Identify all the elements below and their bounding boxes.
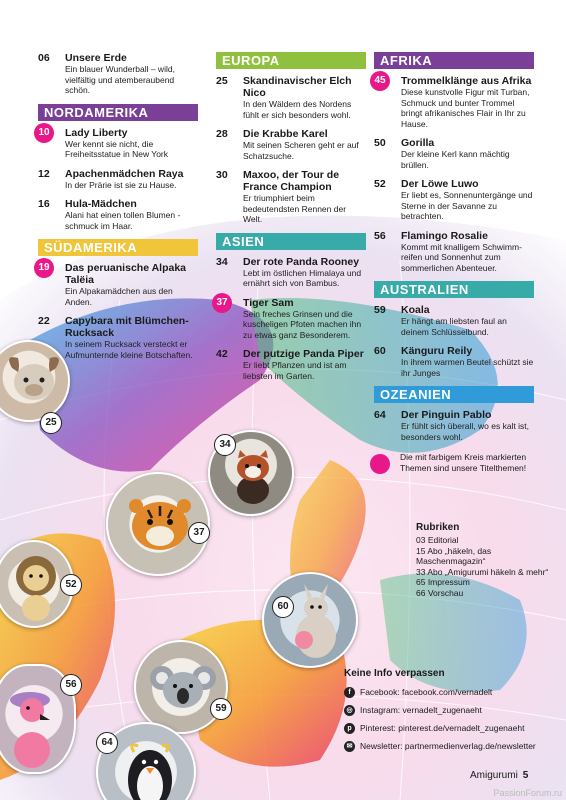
entry-description: Er hängt am liebsten faul an deinem Schlüsselbund. bbox=[401, 316, 507, 337]
entry-title: Hula-Mädchen bbox=[65, 198, 137, 210]
entry-title: Känguru Reily bbox=[401, 345, 473, 357]
toc-entry[interactable] bbox=[38, 168, 198, 191]
page-number: 52 bbox=[374, 178, 386, 190]
toc-entry[interactable] bbox=[38, 52, 198, 96]
entry-title: Der rote Panda Rooney bbox=[243, 255, 360, 268]
entry-description: Diese kunstvolle Figur mit Turban, Schmuck und bunter Trommel bringt afrikanisches Flair in Ihr zu Hause. bbox=[401, 87, 530, 129]
entry-title: Gorilla bbox=[401, 137, 435, 149]
social-section bbox=[344, 668, 554, 759]
toc-entry[interactable] bbox=[374, 409, 534, 442]
entry-description: Der kleine Kerl kann mächtig brüllen. bbox=[401, 149, 510, 170]
social-link[interactable] bbox=[344, 705, 554, 715]
toc-entry[interactable] bbox=[374, 178, 534, 222]
entry-description: Er liebt Pflanzen und ist am liebsten im Garten. bbox=[243, 360, 347, 381]
toc-entry[interactable] bbox=[216, 297, 366, 341]
page-number: 34 bbox=[216, 255, 228, 268]
rubriken-item[interactable]: 65 Impressum bbox=[416, 577, 470, 587]
entry-description: In seinem Rucksack versteckt er Aufmunternde kleine Botschaften. bbox=[65, 339, 193, 360]
photo-lion bbox=[0, 540, 77, 628]
page-number: 16 bbox=[38, 198, 50, 210]
koala-figure-icon bbox=[136, 642, 228, 734]
rubriken-item[interactable]: 33 Abo „Amigurumi häkeln & mehr“ bbox=[416, 566, 549, 577]
page-badge: 59 bbox=[210, 698, 232, 720]
entry-description: Sein freches Grinsen und die kuscheligen Pfoten machen ihn zu etwas ganz Besonderem. bbox=[243, 308, 362, 340]
toc-entry[interactable] bbox=[38, 127, 198, 160]
entry-title: Skandinavischer Elch Nico bbox=[243, 75, 352, 99]
entry-description: Er triumphiert beim bedeutendsten Rennen der Welt. bbox=[243, 193, 347, 224]
social-link-text: Facebook: facebook.com/vernadelt bbox=[360, 687, 493, 697]
region-header: AFRIKA bbox=[374, 52, 534, 69]
region-header: OZEANIEN bbox=[374, 386, 534, 403]
page-number: 30 bbox=[216, 169, 228, 181]
page-number: 45 bbox=[370, 71, 390, 91]
page-number: 56 bbox=[374, 229, 386, 242]
entry-description: In der Prärie ist sie zu Hause. bbox=[65, 179, 177, 190]
toc-entry[interactable] bbox=[216, 169, 366, 225]
page-number: 22 bbox=[38, 315, 50, 327]
entry-title: Koala bbox=[401, 304, 430, 316]
region-header: EUROPA bbox=[216, 52, 366, 69]
page-number: 64 bbox=[374, 409, 386, 421]
photo-elk bbox=[0, 340, 70, 428]
magazine-name: Amigurumi bbox=[470, 770, 518, 781]
entry-description: Mit seinen Scheren geht er auf Schatzsuche. bbox=[243, 140, 359, 161]
photo-kangaroo bbox=[262, 572, 358, 668]
rubriken-section bbox=[416, 522, 556, 598]
toc-entry[interactable] bbox=[374, 75, 534, 129]
entry-title: Flamingo Rosalie bbox=[401, 229, 488, 242]
page-number: 25 bbox=[216, 75, 228, 87]
page-badge: 56 bbox=[60, 674, 82, 696]
photo-flamingo bbox=[0, 664, 76, 774]
page-badge: 64 bbox=[96, 732, 118, 754]
toc-entry[interactable] bbox=[216, 348, 366, 381]
entry-description: Er fühlt sich überall, wo es kalt ist, besonders wohl. bbox=[401, 421, 530, 442]
page-badge: 34 bbox=[214, 434, 236, 456]
entry-title: Der putzige Panda Piper bbox=[243, 348, 364, 360]
page-number: 60 bbox=[374, 345, 386, 357]
entry-description: Kommt mit knalligem Schwimm-reifen und Sonnenhut zum sommerlichen Abenteuer. bbox=[401, 241, 522, 273]
social-link-text: Instagram: vernadelt_zugenaeht bbox=[360, 705, 482, 715]
entry-title: Trommelklänge aus Afrika bbox=[401, 75, 532, 87]
entry-description: Lebt im östlichen Himalaya und ernährt sich von Bambus. bbox=[243, 267, 362, 288]
page-badge: 37 bbox=[188, 522, 210, 544]
page-number: 50 bbox=[374, 137, 386, 149]
entry-title: Der Pinguin Pablo bbox=[401, 409, 492, 421]
elk-figure-icon bbox=[0, 342, 70, 422]
social-link[interactable] bbox=[344, 723, 554, 733]
photo-tiger bbox=[106, 472, 210, 576]
column-3 bbox=[374, 52, 534, 450]
toc-entry[interactable] bbox=[216, 256, 366, 289]
highlight-circle-icon bbox=[370, 454, 390, 474]
toc-entry[interactable] bbox=[374, 137, 534, 170]
photo-penguin bbox=[96, 722, 196, 800]
page-badge: 60 bbox=[272, 596, 294, 618]
entry-title: Lady Liberty bbox=[65, 126, 128, 139]
page-number: 12 bbox=[38, 167, 50, 180]
region-header: ASIEN bbox=[216, 233, 366, 250]
pinterest-icon: p bbox=[344, 723, 355, 734]
watermark: PassionForum.ru bbox=[493, 788, 562, 798]
photo-red-panda bbox=[208, 430, 294, 516]
entry-title: Das peruanische Alpaka Talëia bbox=[65, 262, 186, 286]
region-header: SÜDAMERIKA bbox=[38, 239, 198, 256]
rubriken-item[interactable]: 66 Vorschau bbox=[416, 587, 464, 598]
entry-description: Alani hat einen tollen Blumen - schmuck im Haar. bbox=[65, 210, 181, 231]
page-number: 06 bbox=[38, 52, 50, 64]
entry-title: Tiger Sam bbox=[243, 296, 294, 309]
toc-entry[interactable] bbox=[374, 345, 534, 378]
entry-title: Der Löwe Luwo bbox=[401, 178, 479, 190]
rubriken-item[interactable]: 03 Editorial bbox=[416, 535, 459, 545]
rubriken-heading: Rubriken bbox=[416, 522, 460, 533]
page-number: 42 bbox=[216, 348, 228, 360]
instagram-icon: ◎ bbox=[344, 705, 355, 716]
rubriken-item[interactable]: 15 Abo „häkeln, das Maschenmagazin“ bbox=[416, 545, 492, 566]
toc-entry[interactable] bbox=[38, 198, 198, 231]
page-number: 19 bbox=[34, 258, 54, 278]
entry-title: Die Krabbe Karel bbox=[243, 128, 328, 140]
facebook-icon: f bbox=[344, 687, 355, 698]
social-heading: Keine Info verpassen bbox=[344, 668, 445, 679]
social-link[interactable] bbox=[344, 687, 554, 697]
entry-description: Ein blauer Wunderball – wild, vielfältig und atemberaubend schön. bbox=[65, 64, 175, 95]
entry-description: Ein Alpakamädchen aus den Anden. bbox=[65, 286, 173, 307]
entry-description: Er liebt es, Sonnenuntergänge und Sterne in der Savanne zu betrachten. bbox=[401, 190, 533, 221]
page-badge: 52 bbox=[60, 574, 82, 596]
legend bbox=[370, 452, 530, 473]
entry-description: In den Wäldern des Nordens fühlt er sich besonders wohl. bbox=[243, 99, 352, 120]
entry-title: Capybara mit Blümchen-Rucksack bbox=[65, 315, 189, 339]
region-header: AUSTRALIEN bbox=[374, 281, 534, 298]
toc-entry[interactable] bbox=[38, 262, 198, 307]
legend-text: Die mit farbigem Kreis markierten Themen sind unsere Titelthemen! bbox=[400, 452, 527, 473]
social-link-text: Newsletter: partnermedienverlag.de/newsletter bbox=[360, 741, 536, 751]
page-badge: 25 bbox=[40, 412, 62, 434]
toc-entry[interactable] bbox=[374, 304, 534, 337]
toc-entry[interactable] bbox=[374, 230, 534, 274]
page-number: 10 bbox=[34, 123, 54, 143]
column-1 bbox=[38, 52, 198, 368]
entry-description: Wer kennt sie nicht, die Freiheitsstatue in New York bbox=[65, 138, 168, 159]
page-footer bbox=[470, 770, 528, 781]
page-number: 28 bbox=[216, 128, 228, 140]
newsletter-icon: ✉ bbox=[344, 741, 355, 752]
column-2 bbox=[216, 52, 366, 389]
region-header: NORDAMERIKA bbox=[38, 104, 198, 121]
social-link-text: Pinterest: pinterest.de/vernadelt_zugenaeht bbox=[360, 723, 525, 733]
entry-title: Maxoo, der Tour de France Champion bbox=[243, 169, 340, 193]
entry-title: Unsere Erde bbox=[65, 52, 127, 64]
toc-entry[interactable] bbox=[216, 128, 366, 161]
entry-description: In ihrem warmen Beutel schützt sie ihr Junges bbox=[401, 357, 534, 378]
photo-koala bbox=[134, 640, 228, 734]
page-number: 5 bbox=[522, 770, 529, 781]
page-number: 59 bbox=[374, 304, 386, 316]
toc-entry[interactable] bbox=[216, 75, 366, 120]
social-link[interactable] bbox=[344, 741, 554, 751]
page-number: 37 bbox=[212, 293, 232, 313]
entry-title: Apachenmädchen Raya bbox=[65, 167, 184, 180]
kangaroo-figure-icon bbox=[264, 574, 358, 668]
